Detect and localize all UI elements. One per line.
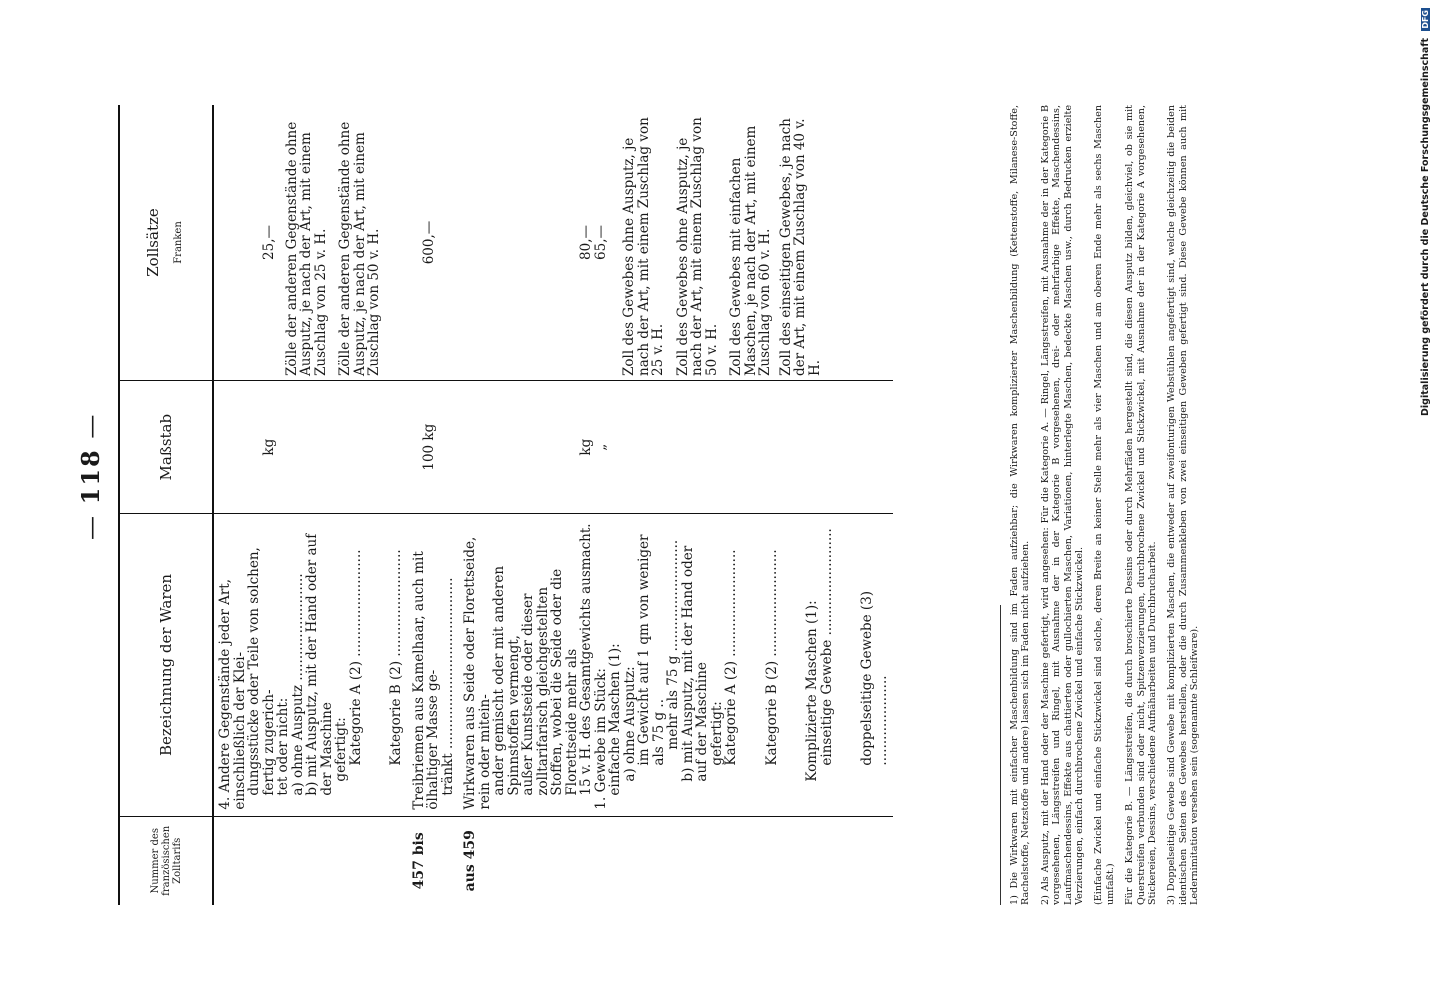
desc-line: Kategorie A (2) .........................	[723, 549, 739, 766]
row-unit	[213, 380, 408, 513]
desc-line: außer Kunstseide oder dieser zolltarifarisch gleichgestellten	[520, 586, 551, 796]
footnote-2-category-b: Für die Kategorie B. — Längsstreifen, die durch broschierte Dessins oder durch Mehrfäden hergestellt sind, die diesen Ausputz bilden, gleichviel, ob sie mit Querstreifen verbunden sind oder nicht, Spitzenverzierungen, durchbrochene Zwickel und Stickzwickel, mit Ausnahme der in der Kategorie A vorgesehenen, Stickereien, Dessins, verschiedene Aufnäharbeiten und Durchbrucharbeit.	[1124, 105, 1159, 905]
footnote-2-note: (Einfache Zwickel und einfache Stickzwickel sind solche, deren Breite an keiner Stelle mehr als vier Maschen und am oberen Ende mehr als sechs Maschen umfaßt.)	[1093, 105, 1116, 905]
desc-line: tränkt ........................................	[439, 577, 456, 796]
desc-line: 1. Gewebe im Stück:	[592, 668, 609, 810]
row-description	[213, 514, 408, 816]
tariff-table	[118, 105, 893, 905]
desc-line: 4. Andere Gegenstände jeder Art, einschließlich der Klei-	[217, 579, 248, 810]
footnotes	[1000, 105, 1209, 905]
desc-line: b) mit Ausputz, mit der Hand oder auf der Maschine	[304, 533, 335, 796]
header-designation: Bezeichnung der Waren	[119, 514, 213, 816]
rate-note: Zoll des Gewebes ohne Ausputz, je nach der Art, mit einem Zuschlag von 50 v. H.	[674, 117, 720, 376]
unit-value: 100 kg	[420, 423, 437, 471]
unit-value: kg	[261, 438, 277, 456]
desc-line: gefertigt:	[708, 701, 725, 766]
row-rate	[459, 105, 893, 380]
row-rate	[213, 105, 408, 380]
desc-line: ander gemischt oder mit anderen Spinnstoffen vermengt,	[491, 565, 522, 796]
page-number: — 118 —	[76, 412, 105, 540]
table-row	[213, 105, 408, 905]
desc-line: einseitige Gewebe .........................	[818, 528, 835, 766]
dfg-credit-strip	[1420, 8, 1434, 992]
desc-line: einfache Maschen (1):	[607, 643, 623, 796]
rate-note: Zoll des Gewebes ohne Ausputz, je nach der Art, mit einem Zuschlag von 25 v. H.	[621, 117, 666, 376]
desc-line: dungsstücke oder Teile von solchen, fertig zugerich-	[246, 547, 277, 796]
row-unit	[459, 380, 893, 513]
dfg-credit-text: Digitalisierung gefördert durch die Deutsche Forschungsgemeinschaft	[1420, 37, 1431, 416]
desc-line: gefertigt:	[333, 717, 349, 782]
desc-line: b) mit Ausputz, mit der Hand oder auf der Maschine	[679, 545, 710, 782]
desc-line: doppelseitige Gewebe (3) .....................	[859, 590, 890, 766]
desc-line: im Gewicht auf 1 qm von weniger als 75 g ..	[636, 534, 667, 766]
rate-value: 600,—	[420, 220, 437, 265]
row-number: 457 bis	[408, 816, 460, 905]
table-row	[408, 105, 460, 905]
row-rate	[408, 105, 460, 380]
rate-value: 80,—	[578, 225, 594, 260]
header-duty-currency: Franken	[173, 221, 184, 264]
header-duty-label: Zollsätze	[143, 208, 162, 277]
row-number: aus 459	[459, 816, 893, 905]
unit-value: kg	[578, 438, 594, 456]
desc-line: Kategorie B (2) .........................	[763, 549, 780, 766]
rate-note: Zoll des einseitigen Gewebes, je nach der Art, mit einem Zuschlag von 40 v. H.	[777, 118, 823, 376]
table-row	[459, 105, 893, 905]
rate-note: Zölle der anderen Gegenstände ohne Ausputz, je nach der Art, mit einem Zuschlag von 25 v. H.	[283, 121, 329, 376]
table-header-row	[119, 105, 213, 905]
header-number: Nummer des französischen Zolltarifs	[119, 816, 213, 905]
row-number	[213, 816, 408, 905]
rate-value: 65,—	[592, 225, 609, 260]
header-duty	[119, 105, 213, 380]
rate-value: 25,—	[261, 225, 277, 260]
header-unit: Maßstab	[119, 380, 213, 513]
footnote-1: 1) Die Wirkwaren mit einfacher Maschenbildung sind im Faden aufziehbar; die Wirkwaren komplizierter Maschenbildung (Kettenstoffe, Milanese-Stoffe, Rachelstoffe, Netzstoffe und andere) lassen sich im Faden nicht aufziehen.	[1009, 105, 1032, 905]
desc-line: Stoffen, wobei die Seide oder die Florettseide mehr als	[549, 568, 580, 796]
row-description	[408, 514, 460, 816]
desc-line: Wirkwaren aus Seide oder Florettseide, rein oder mitein-	[462, 536, 493, 810]
footnote-2: 2) Als Ausputz, mit der Hand oder der Maschine gefertigt, wird angesehen: Für die Kategorie A. — Ringel, Längsstreifen, mit Ausnahme der in der Kategorie B vorgesehenen, Längsstreifen und Ringel, mit Ausnahme der in der Kategorie B vorgesehenen, drei- oder mehrfarbige Effekte, Maschendessins, Laufmaschendessins, Effekte aus chattierten oder gullochierten Maschen, Variationen, hinterlegte Maschen, bedeckte Maschen usw., durch Bedrucken erzielte Verzierungen, einfach durchbrochene Zwickel und einfache Stickzwickel.	[1039, 105, 1086, 905]
dfg-logo: DFG	[1421, 10, 1430, 29]
row-unit	[408, 380, 460, 513]
desc-line: a) ohne Ausputz:	[621, 666, 638, 782]
desc-line: 15 v. H. des Gesamtgewichts ausmacht.	[578, 523, 594, 796]
desc-line: Kategorie B (2) .........................	[388, 549, 404, 766]
unit-value: „	[592, 443, 609, 451]
rate-note: Zölle der anderen Gegenstände ohne Ausputz, je nach der Art, mit einem Zuschlag von 50 v. H.	[337, 121, 382, 376]
desc-line: mehr als 75 g ..........................	[665, 539, 681, 750]
desc-line: Treibriemen aus Kamelhaar, auch mit ölhaltiger Masse ge-	[410, 551, 441, 810]
desc-line: Komplizierte Maschen (1):	[804, 600, 820, 782]
desc-line: tet oder nicht:	[275, 697, 291, 796]
desc-line: a) ohne Ausputz .........................	[289, 573, 306, 796]
footnote-3: 3) Doppelseitige Gewebe sind Gewebe mit komplizierten Maschen, die entweder auf zweifonturigen Webstühlen angefertigt sind, welche gleichzeitig die beiden identischen Seiten des Gewebes herstellen, oder die durch Zusammenkleben von zwei einseitigen Geweben gefertigt sind. Diese Gewebe können auch mit Ledernimitation versehen sein (sogenannte Schleifware).	[1166, 105, 1201, 905]
rate-note: Zoll des Gewebes mit einfachen Maschen, je nach der Art, mit einem Zuschlag von 60 v. H.	[728, 125, 773, 376]
row-description	[459, 514, 893, 816]
desc-line: Kategorie A (2) .........................	[347, 549, 364, 766]
